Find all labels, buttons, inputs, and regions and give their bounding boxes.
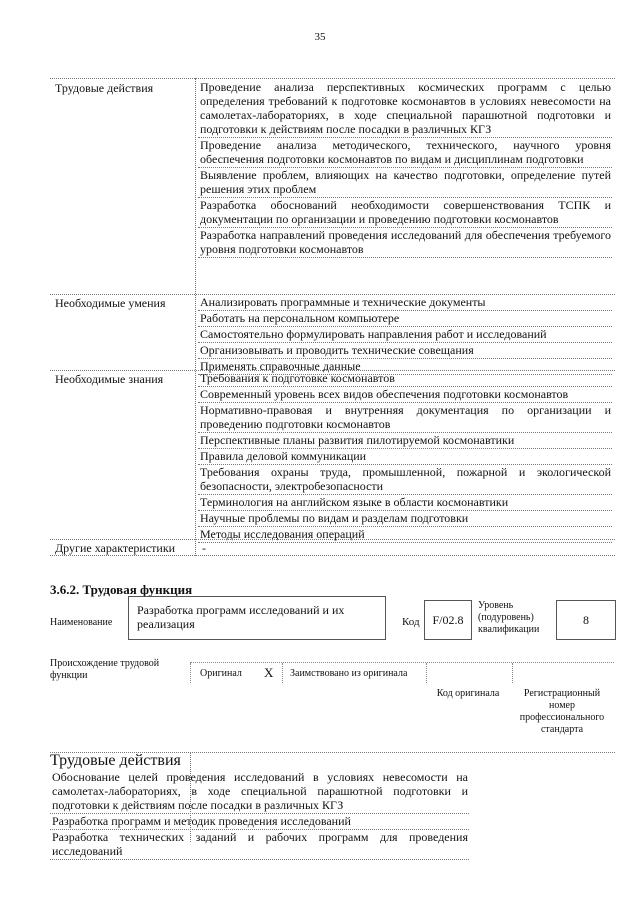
origin-divider [282, 663, 283, 683]
section-title: 3.6.2. Трудовая функция [50, 582, 193, 597]
list-item: Требования охраны труда, промышленной, пожарной и экологической безопасности, электробезопасности [200, 465, 611, 493]
code-label: Код [402, 616, 420, 628]
list-item: Перспективные планы развития пилотируемой космонавтики [198, 433, 612, 449]
list-item: Работать на персональном компьютере [198, 311, 612, 327]
original-mark: X [264, 665, 274, 680]
list-item: Обоснование целей проведения исследований в условиях невесомости на самолетах-лабораториях, в ходе специальной парашютной подготовки и подготовки к действиям после посадки в различных КГЗ [52, 770, 468, 812]
list-item: Выявление проблем, влияющих на качество подготовки, определение путей решения этих проблем [200, 168, 611, 196]
code-value-box: F/02.8 [424, 600, 472, 640]
table-top-rule [50, 78, 615, 79]
list-item: Применять справочные данные [198, 359, 612, 375]
skills-label: Необходимые умения [55, 296, 166, 310]
list-item: Разработка направлений проведения исследований для обеспечения требуемого уровня подготовки космонавтов [200, 228, 611, 256]
page-number: 35 [314, 31, 326, 43]
table-bottom-rule [50, 555, 615, 556]
origin-divider [190, 663, 191, 683]
list-item: Методы исследования операций [198, 527, 612, 543]
skills-list [198, 295, 612, 375]
other-characteristics-value: - [202, 541, 206, 555]
top-table [50, 78, 615, 556]
bottom-table [50, 752, 615, 858]
origin-label: Происхождение трудовой функции [50, 658, 160, 681]
list-item: Терминология на английском языке в области космонавтики [198, 495, 612, 511]
borrowed-label: Заимствовано из оригинала [290, 668, 408, 679]
labor-actions-label: Трудовые действия [55, 81, 154, 95]
code-original-label: Код оригинала [436, 688, 500, 699]
labor-actions-list [198, 80, 612, 258]
bottom-column-divider [190, 752, 191, 842]
list-item: Научные проблемы по видам и разделам подготовки [198, 511, 612, 527]
original-label: Оригинал [200, 668, 242, 679]
knowledge-list [198, 371, 612, 543]
list-item: Разработка технических заданий и рабочих программ для проведения исследований [52, 830, 468, 858]
bottom-labor-actions-list [50, 770, 469, 860]
origin-divider [512, 663, 513, 683]
list-item: Организовывать и проводить технические совещания [198, 343, 612, 359]
bottom-labor-actions-label: Трудовые действия [50, 752, 181, 769]
list-item: Нормативно-правовая и внутренняя документация по организации и проведению подготовки космонавтов [200, 403, 611, 431]
list-item: Правила деловой коммуникации [198, 449, 612, 465]
name-label: Наименование [50, 617, 113, 628]
list-item: Анализировать программные и технические документы [198, 295, 612, 311]
origin-divider [426, 663, 427, 683]
level-label: Уровень (подуровень) квалификации [478, 600, 540, 635]
list-item: Самостоятельно формулировать направления работ и исследований [198, 327, 612, 343]
knowledge-label: Необходимые знания [55, 372, 164, 386]
origin-row [190, 662, 614, 683]
other-top-rule [50, 539, 615, 540]
function-name-box: Разработка программ исследований и их реализация [128, 596, 386, 640]
level-value-box: 8 [556, 600, 616, 640]
list-item: Проведение анализа перспективных космических программ с целью определения требований к подготовке космонавтов в условиях невесомости на самолетах-лабораториях, в ходе специальной парашютной подготовки и подготовки к действиям после посадки в различных КГЗ [200, 80, 611, 136]
list-item: Разработка программ и методик проведения исследований [50, 814, 469, 830]
list-item: Разработка обоснований необходимости совершенствования ТСПК и документации по организации и проведению подготовки космонавтов [200, 198, 611, 226]
list-item: Современный уровень всех видов обеспечения подготовки космонавтов [198, 387, 612, 403]
list-item: Проведение анализа методического, технического, научного уровня обеспечения подготовки космонавтов по видам и дисциплинам подготовки [200, 138, 611, 166]
table-column-divider [195, 78, 196, 556]
reg-number-label: Регистрационный номер профессионального стандарта [519, 688, 605, 735]
bottom-table-top-rule [50, 752, 615, 753]
list-item: Требования к подготовке космонавтов [198, 371, 612, 387]
other-characteristics-label: Другие характеристики [55, 541, 176, 555]
